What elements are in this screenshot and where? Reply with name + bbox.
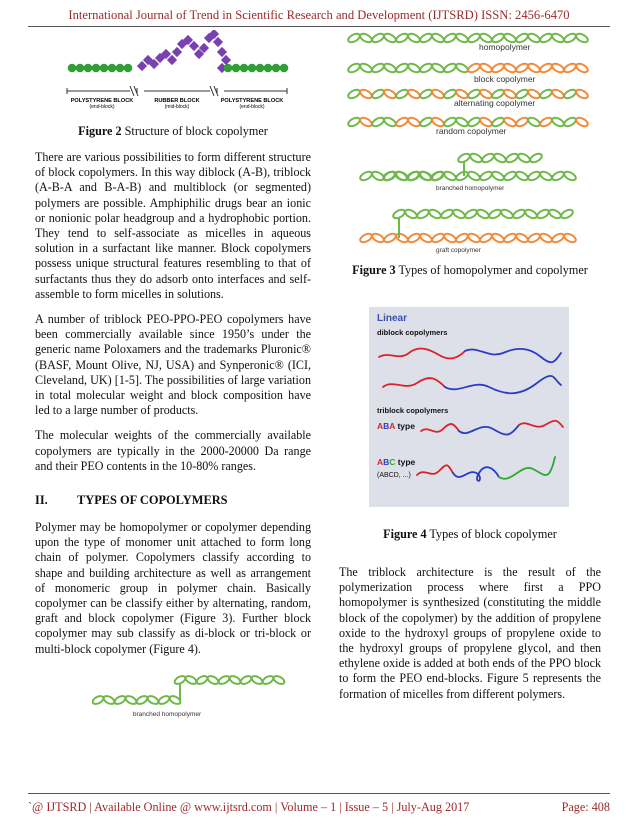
homopolymer-bead <box>395 32 409 44</box>
fig3-label-homopolymer: homopolymer <box>479 42 531 52</box>
random-bead <box>371 116 385 128</box>
branch-bead <box>406 170 420 182</box>
random-bead <box>527 116 541 128</box>
random-bead <box>383 116 397 128</box>
homopolymer-bead <box>539 32 553 44</box>
block-copolymer-bead <box>467 62 481 74</box>
block-copolymer-bead <box>407 62 421 74</box>
block-copolymer-bead <box>563 62 577 74</box>
branch-bead <box>481 152 495 164</box>
header-rule <box>28 26 610 27</box>
branched-bead <box>184 674 197 685</box>
alternating-bead <box>575 88 589 100</box>
section-title: TYPES OF COPOLYMERS <box>77 493 228 507</box>
footer-text: `@ IJTSRD | Available Online @ www.ijtsrd.com | Volume – 1 | Issue – 5 | July-Aug 2017 <box>28 800 470 814</box>
mid-block-bead <box>172 47 182 57</box>
graft-main-bead <box>407 232 421 244</box>
block-copolymer-bead <box>575 62 589 74</box>
branched-bead <box>124 694 137 705</box>
homopolymer-bead <box>383 32 397 44</box>
homopolymer-bead <box>575 32 589 44</box>
graft-branch-bead <box>428 208 442 220</box>
homopolymer-bead <box>407 32 421 44</box>
block-copolymer-bead <box>503 62 517 74</box>
branched-bead <box>92 694 105 705</box>
figure-3-caption <box>339 263 601 278</box>
branch-bead <box>529 152 543 164</box>
fig4-abc-b: B <box>383 457 390 467</box>
alternating-bead <box>431 88 445 100</box>
branched-bead <box>195 674 208 685</box>
block-copolymer-bead <box>491 62 505 74</box>
branched-main-bead <box>527 170 541 182</box>
branched-main-bead <box>503 170 517 182</box>
random-bead <box>563 116 577 128</box>
fig3-label-alternating: alternating copolymer <box>454 98 536 108</box>
block-copolymer-bead <box>431 62 445 74</box>
branched-bead <box>272 674 285 685</box>
branched-bead <box>146 694 159 705</box>
random-bead <box>407 116 421 128</box>
fig4-abc-c: C <box>389 457 396 467</box>
figure-4-label: Figure 4 <box>383 527 427 541</box>
graft-branch-bead <box>452 208 466 220</box>
homopolymer-bead <box>551 32 565 44</box>
branched-bead <box>113 694 126 705</box>
fig2-label-1: POLYSTYRENE BLOCK <box>70 98 134 104</box>
block-copolymer-bead <box>539 62 553 74</box>
branch-bead <box>418 170 432 182</box>
end-block-bead <box>84 64 93 73</box>
branch-bead <box>517 152 531 164</box>
branched-main-bead <box>563 170 577 182</box>
end-block-bead <box>116 64 125 73</box>
footer-rule <box>28 793 610 794</box>
graft-branch-bead <box>536 208 550 220</box>
random-bead <box>575 116 589 128</box>
block-copolymer-bead <box>383 62 397 74</box>
paragraph: The triblock architecture is the result of the polymerization process where first a PPO homopolymer is synthesized (constituting the middle block of the copolymer) by the addition of propylene oxide to the hydroxyl groups of propylene oxide to the hydroxyl groups of propylene glycol, and then ethylene oxide is added at both ends of the PPO block to form the PEO end-blocks. Figure 5 represents the formation of micelles from different polymers. <box>339 565 601 701</box>
branched-bead <box>157 694 170 705</box>
branched-homopolymer-figure <box>92 672 292 722</box>
graft-branch-bead <box>500 208 514 220</box>
branch-bead <box>505 152 519 164</box>
fig3-label-graft: graft copolymer <box>436 247 481 254</box>
figure-2-caption-text: Structure of block copolymer <box>121 124 268 138</box>
end-block-bead <box>280 64 289 73</box>
block-copolymer-bead <box>347 62 361 74</box>
svg-text:ABC type <box>377 457 416 467</box>
end-block-bead <box>248 64 257 73</box>
alternating-bead <box>419 88 433 100</box>
block-copolymer-bead <box>527 62 541 74</box>
graft-branch-bead <box>404 208 418 220</box>
paragraph: Polymer may be homopolymer or copolymer depending upon the type of monomer unit attached to form long chain of polymer. Copolymers classify according to shape and building architecture as well as arrangement of monomeric group in polymer chain. Basically copolymer can be classify either by alternating, random, graft and block copolymer (Figure 3). Further block copolymer may sub classify as di-block or tri-block or multi-block copolymer (Figure 4). <box>35 520 311 656</box>
alternating-bead <box>539 88 553 100</box>
end-block-bead <box>232 64 241 73</box>
end-block-bead <box>256 64 265 73</box>
random-bead <box>395 116 409 128</box>
homopolymer-bead <box>359 32 373 44</box>
graft-main-bead <box>479 232 493 244</box>
random-bead <box>419 116 433 128</box>
graft-branch-bead <box>512 208 526 220</box>
branched-main-bead <box>551 170 565 182</box>
homopolymer-bead <box>563 32 577 44</box>
figure-4-caption-text: Types of block copolymer <box>426 527 557 541</box>
branched-main-bead <box>455 170 469 182</box>
end-block-bead <box>124 64 133 73</box>
branched-main-bead <box>491 170 505 182</box>
graft-main-bead <box>455 232 469 244</box>
end-block-bead <box>224 64 233 73</box>
fig4-aba-a2: A <box>389 421 396 431</box>
alternating-bead <box>359 88 373 100</box>
branched-main-bead <box>359 170 373 182</box>
graft-main-bead <box>539 232 553 244</box>
graft-main-bead <box>371 232 385 244</box>
fig4-aba-b: B <box>383 421 390 431</box>
graft-branch-bead <box>440 208 454 220</box>
graft-branch-bead <box>524 208 538 220</box>
paragraph: There are various possibilities to form different structure of block copolymers. In this way diblock (A-B), triblock (A-B-A and B-A-B) and multiblock (or segmented) polymers are possible. Amphiphilic drugs bear an ionic or nonionic polar headgroup and a hydrophobic portion. They tend to self-associate as micelles in aqueous solution in a surfactant like manner. Block copolymers possess unique structural features resembling to that of surfactants thus they do adsorb onto interfaces and self-assemble to form micelles in solutions. <box>35 150 311 301</box>
end-block-bead <box>108 64 117 73</box>
graft-branch-bead <box>416 208 430 220</box>
fig2-label-2: RUBBER BLOCK <box>154 98 200 104</box>
end-block-bead <box>100 64 109 73</box>
alternating-bead <box>347 88 361 100</box>
figure-2-block-copolymer <box>62 30 292 110</box>
section-heading <box>35 493 311 508</box>
alternating-bead <box>371 88 385 100</box>
branch-bead <box>493 152 507 164</box>
figure-3-polymer-types <box>344 30 606 258</box>
fig4-aba-type: type <box>395 421 415 431</box>
graft-main-bead <box>515 232 529 244</box>
fig4-heading-linear: Linear <box>377 313 408 324</box>
block-copolymer-bead <box>551 62 565 74</box>
fig2-sub-1: (end-block) <box>89 104 115 110</box>
block-copolymer-bead <box>479 62 493 74</box>
branch-bead <box>382 170 396 182</box>
homopolymer-bead <box>371 32 385 44</box>
block-copolymer-bead <box>515 62 529 74</box>
branched-main-bead <box>539 170 553 182</box>
branched-homopolymer-label: branched homopolymer <box>132 711 202 718</box>
block-copolymer-bead <box>455 62 469 74</box>
graft-main-bead <box>491 232 505 244</box>
homopolymer-bead <box>443 32 457 44</box>
alternating-bead <box>383 88 397 100</box>
svg-text:ABA type <box>377 421 415 431</box>
graft-main-bead <box>563 232 577 244</box>
fig3-label-branched: branched homopolymer <box>436 185 505 192</box>
homopolymer-bead <box>347 32 361 44</box>
section-number: II. <box>35 493 48 507</box>
paragraph: A number of triblock PEO-PPO-PEO copolymers have been commercially available since 1950’s under the generic name Poloxamers and the trademarks Pluronic® (BASF, Mount Olive, NJ, USA) and Synperonic® (ICI, Cleveland, UK) [1-5]. The possibilities of large variation in total molecular weight and block composition have led to a large number of products. <box>35 312 311 418</box>
random-bead <box>359 116 373 128</box>
branched-bead <box>173 674 186 685</box>
fig2-sub-2: (mid-block) <box>164 104 190 110</box>
right-column <box>339 565 601 712</box>
figure-3-caption-text: Types of homopolymer and copolymer <box>395 263 588 277</box>
journal-header: International Journal of Trend in Scientific Research and Development (IJTSRD) ISSN: 2456-6470 <box>68 8 570 22</box>
figure-2-caption <box>35 124 311 139</box>
fig4-abc-sub: (ABCD, ...) <box>377 472 411 479</box>
branched-bead <box>135 694 148 705</box>
fig4-aba-a1: A <box>377 421 384 431</box>
alternating-bead <box>551 88 565 100</box>
graft-main-bead <box>419 232 433 244</box>
page-number: Page: 408 <box>561 800 610 814</box>
random-bead <box>515 116 529 128</box>
block-copolymer-bead <box>419 62 433 74</box>
branched-bead <box>250 674 263 685</box>
branch-bead <box>394 170 408 182</box>
footer <box>28 800 610 815</box>
alternating-bead <box>407 88 421 100</box>
homopolymer-bead <box>431 32 445 44</box>
branch-bead <box>469 152 483 164</box>
block-copolymer-bead <box>359 62 373 74</box>
graft-main-bead <box>503 232 517 244</box>
block-copolymer-bead <box>443 62 457 74</box>
end-block-bead <box>76 64 85 73</box>
fig2-sub-3: (end-block) <box>239 104 265 110</box>
random-bead <box>347 116 361 128</box>
figure-2-label: Figure 2 <box>78 124 122 138</box>
graft-main-bead <box>383 232 397 244</box>
branched-bead <box>261 674 274 685</box>
paragraph: The molecular weights of the commercially available copolymers are typically in the 2000-20000 Da range and their PEO contents in the 10-80% ranges. <box>35 428 311 473</box>
branched-bead <box>102 694 115 705</box>
fig4-diblock-label: diblock copolymers <box>377 328 448 337</box>
homopolymer-bead <box>455 32 469 44</box>
graft-branch-bead <box>560 208 574 220</box>
branched-main-bead <box>515 170 529 182</box>
graft-main-bead <box>359 232 373 244</box>
end-block-bead <box>264 64 273 73</box>
end-block-bead <box>92 64 101 73</box>
graft-branch-bead <box>464 208 478 220</box>
graft-main-bead <box>431 232 445 244</box>
fig4-abc-type: type <box>395 457 416 467</box>
branched-bead <box>217 674 230 685</box>
graft-branch-bead <box>476 208 490 220</box>
alternating-bead <box>395 88 409 100</box>
fig2-label-3: POLYSTYRENE BLOCK <box>220 98 284 104</box>
fig4-triblock-label: triblock copolymers <box>377 406 449 415</box>
branched-main-bead <box>443 170 457 182</box>
graft-main-bead <box>467 232 481 244</box>
homopolymer-bead <box>419 32 433 44</box>
left-column <box>35 150 311 484</box>
end-block-bead <box>68 64 77 73</box>
graft-main-bead <box>443 232 457 244</box>
fig3-label-block: block copolymer <box>474 74 536 84</box>
alternating-bead <box>563 88 577 100</box>
branched-main-bead <box>479 170 493 182</box>
branch-bead <box>430 170 444 182</box>
left-column-section <box>35 520 311 667</box>
block-copolymer-bead <box>395 62 409 74</box>
figure-4-block-copolymer-types <box>369 307 569 507</box>
figure-3-label: Figure 3 <box>352 263 396 277</box>
block-copolymer-bead <box>371 62 385 74</box>
random-bead <box>551 116 565 128</box>
graft-branch-bead <box>488 208 502 220</box>
branched-bead <box>206 674 219 685</box>
graft-main-bead <box>551 232 565 244</box>
fig3-label-random: random copolymer <box>436 126 507 136</box>
branched-bead <box>228 674 241 685</box>
fig4-abc-a: A <box>377 457 384 467</box>
graft-main-bead <box>395 232 409 244</box>
end-block-bead <box>240 64 249 73</box>
branched-bead <box>239 674 252 685</box>
graft-branch-bead <box>548 208 562 220</box>
figure-4-caption <box>339 527 601 542</box>
random-bead <box>539 116 553 128</box>
graft-main-bead <box>527 232 541 244</box>
branched-main-bead <box>467 170 481 182</box>
end-block-bead <box>272 64 281 73</box>
